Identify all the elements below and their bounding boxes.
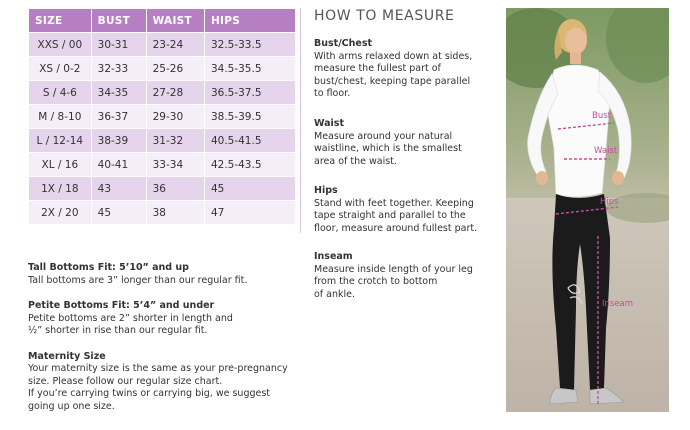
header-hips: HIPS: [205, 9, 295, 32]
measure-hips-line: floor, measure around fullest part.: [314, 222, 478, 234]
table-row: [29, 33, 295, 56]
measure-bust-line: to floor.: [314, 88, 351, 99]
size-cell: XS / 0-2: [29, 57, 91, 80]
bust-cell: 38-39: [92, 129, 146, 152]
maternity-line: If you’re carrying twins or carrying big, we suggest: [28, 388, 271, 399]
table-divider: [300, 8, 301, 233]
fit-notes: [28, 262, 303, 426]
waist-cell: 36: [147, 177, 204, 200]
bust-cell: 36-37: [92, 105, 146, 128]
hips-cell: 32.5-33.5: [205, 33, 295, 56]
waist-photo-label: Waist: [594, 146, 618, 156]
measure-inseam-line: of ankle.: [314, 288, 356, 300]
bust-cell: 32-33: [92, 57, 146, 80]
petite-fit-line: ½” shorter in rise than our regular fit.: [28, 325, 208, 336]
measure-waist-line: waistline, which is the smallest: [314, 143, 462, 154]
bust-photo-label: Bust: [592, 111, 611, 121]
model-hand-right: [612, 171, 624, 185]
hips-cell: 47: [205, 201, 295, 224]
table-row: [29, 57, 295, 80]
size-cell: M / 8-10: [29, 105, 91, 128]
size-cell: XXS / 00: [29, 33, 91, 56]
size-chart-header-row: [29, 9, 295, 32]
waist-cell: 38: [147, 201, 204, 224]
size-cell: L / 12-14: [29, 129, 91, 152]
measure-hips-title: Hips: [314, 185, 338, 196]
table-row: [29, 81, 295, 104]
hips-cell: 45: [205, 177, 295, 200]
measure-inseam-line: Measure inside length of your leg: [314, 263, 473, 275]
petite-fit-title: Petite Bottoms Fit: 5’4” and under: [28, 300, 215, 311]
maternity-line: Your maternity size is the same as your pre-pregnancy: [28, 363, 288, 374]
size-chart-table: [28, 8, 296, 225]
bust-cell: 40-41: [92, 153, 146, 176]
hips-cell: 42.5-43.5: [205, 153, 295, 176]
header-bust: BUST: [92, 9, 146, 32]
measure-waist-line: Measure around your natural: [314, 130, 453, 142]
table-row: [29, 129, 295, 152]
size-cell: 1X / 18: [29, 177, 91, 200]
tall-fit-note: [28, 262, 303, 287]
measure-bust-section: [314, 38, 494, 101]
waist-cell: 23-24: [147, 33, 204, 56]
inseam-photo-label: Inseam: [602, 299, 634, 309]
maternity-title: Maternity Size: [28, 350, 106, 362]
size-cell: S / 4-6: [29, 81, 91, 104]
tall-fit-title: Tall Bottoms Fit: 5’10” and up: [28, 262, 189, 273]
maternity-line: size. Please follow our regular size chart.: [28, 375, 223, 387]
waist-cell: 25-26: [147, 57, 204, 80]
tall-fit-body: Tall bottoms are 3” longer than our regular fit.: [28, 274, 248, 286]
table-row: [29, 153, 295, 176]
maternity-line: going up one size.: [28, 400, 115, 412]
petite-fit-note: [28, 300, 303, 338]
bust-cell: 43: [92, 177, 146, 200]
table-row: [29, 105, 295, 128]
measure-waist-section: [314, 118, 494, 168]
measure-bust-line: measure the fullest part of: [314, 63, 441, 74]
waist-cell: 27-28: [147, 81, 204, 104]
measure-bust-title: Bust/Chest: [314, 38, 373, 49]
hips-cell: 34.5-35.5: [205, 57, 295, 80]
measure-bust-line: bust/chest, keeping tape parallel: [314, 75, 471, 87]
model-hand-left: [536, 171, 548, 185]
model-neck: [570, 52, 581, 64]
measure-inseam-line: from the crotch to bottom: [314, 276, 438, 287]
bust-cell: 34-35: [92, 81, 146, 104]
hips-cell: 36.5-37.5: [205, 81, 295, 104]
waist-cell: 29-30: [147, 105, 204, 128]
measure-waist-title: Waist: [314, 118, 345, 129]
measure-hips-line: Stand with feet together. Keeping: [314, 197, 474, 209]
measure-hips-line: tape straight and parallel to the: [314, 210, 466, 221]
header-size: SIZE: [29, 9, 91, 32]
measure-inseam-title: Inseam: [314, 251, 353, 262]
model-photo: [506, 8, 669, 412]
hips-cell: 38.5-39.5: [205, 105, 295, 128]
measure-waist-line: area of the waist.: [314, 155, 397, 167]
hips-cell: 40.5-41.5: [205, 129, 295, 152]
size-cell: XL / 16: [29, 153, 91, 176]
how-to-measure-title: HOW TO MEASURE: [314, 8, 455, 24]
model-illustration: [506, 8, 669, 412]
measure-hips-section: [314, 185, 494, 235]
bust-cell: 30-31: [92, 33, 146, 56]
measure-bust-line: With arms relaxed down at sides,: [314, 50, 473, 62]
model-shoe-left: [550, 388, 578, 404]
model-face: [565, 28, 587, 54]
table-row: [29, 201, 295, 224]
hips-photo-label: Hips: [600, 197, 619, 207]
header-waist: WAIST: [147, 9, 204, 32]
table-row: [29, 177, 295, 200]
waist-cell: 33-34: [147, 153, 204, 176]
bust-cell: 45: [92, 201, 146, 224]
maternity-note: [28, 351, 303, 414]
waist-cell: 31-32: [147, 129, 204, 152]
measure-inseam-section: [314, 251, 494, 301]
petite-fit-line: Petite bottoms are 2” shorter in length and: [28, 312, 233, 324]
size-cell: 2X / 20: [29, 201, 91, 224]
